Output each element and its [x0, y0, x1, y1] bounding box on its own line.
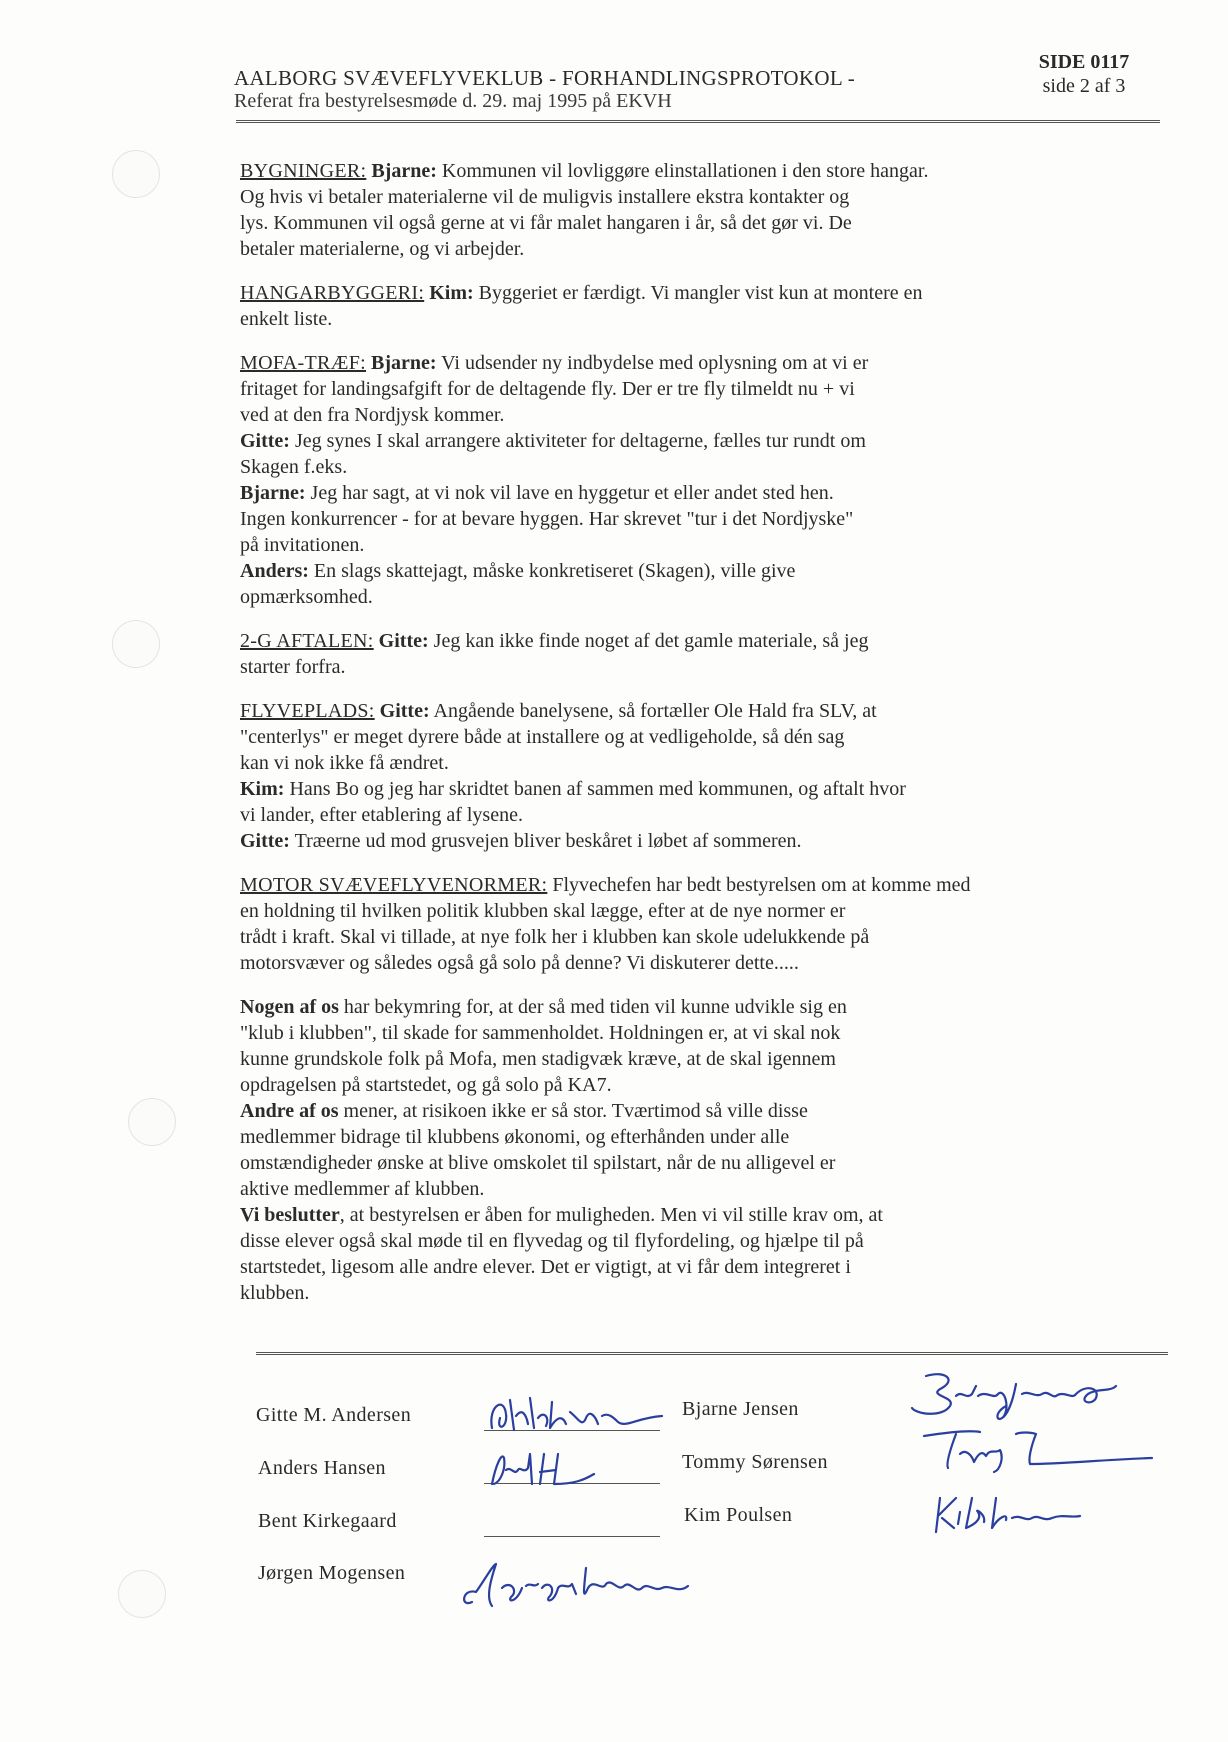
signature-tommy [920, 1424, 1170, 1474]
punch-hole-2 [112, 620, 160, 668]
text-line [240, 628, 1160, 654]
statement-text: Skagen f.eks. [240, 456, 348, 478]
statement-text: Jeg synes I skal arrangere aktiviteter for deltagerne, fælles tur rundt om [289, 430, 866, 452]
signer-name: Bent Kirkegaard [258, 1510, 397, 1532]
text-line [240, 350, 1160, 376]
statement-text: Flyvechefen har bedt bestyrelsen om at komme med [552, 874, 971, 896]
text-line [240, 1176, 1160, 1202]
text-line [240, 184, 1160, 210]
statement-text: medlemmer bidrage til klubbens økonomi, og efterhånden under alle [240, 1126, 790, 1148]
agenda-section [240, 698, 1160, 854]
speaker-label: Vi beslutter [240, 1204, 340, 1226]
signer-name: Tommy Sørensen [682, 1451, 828, 1473]
text-line [240, 1254, 1160, 1280]
signature-line [484, 1536, 660, 1537]
section-heading: 2-G AFTALEN: [240, 630, 374, 652]
text-line [240, 532, 1160, 558]
agenda-section [240, 350, 1160, 610]
statement-text: starter forfra. [240, 656, 346, 678]
speaker-label: Bjarne: [371, 352, 437, 374]
statement-text: omstændigheder ønske at blive omskolet til spilstart, når de nu alligevel er [240, 1152, 836, 1174]
signature-jorgen [456, 1558, 756, 1618]
statement-text: En slags skattejagt, måske konkretiseret (Skagen), ville give [308, 560, 796, 582]
statement-text: fritaget for landingsafgift for de deltagende fly. Der er tre fly tilmeldt nu + vi [240, 378, 855, 400]
text-line [240, 750, 1160, 776]
signature-bjarne [906, 1366, 1136, 1426]
text-line [240, 776, 1160, 802]
text-line [240, 1280, 1160, 1306]
text-line [240, 950, 1160, 976]
speaker-label: Anders: [240, 560, 309, 582]
statement-text: vi lander, efter etablering af lysene. [240, 804, 523, 826]
side-page: side 2 af 3 [1042, 75, 1126, 97]
signer-name: Kim Poulsen [684, 1504, 793, 1526]
section-heading: MOFA-TRÆF: [240, 352, 366, 374]
signer-name: Jørgen Mogensen [258, 1562, 406, 1584]
speaker-label: Kim: [429, 282, 474, 304]
text-line [240, 654, 1160, 680]
text-line [240, 402, 1160, 428]
statement-text: mener, at risikoen ikke er så stor. Tværtimod så ville disse [338, 1100, 808, 1122]
signature-block [256, 1380, 1156, 1600]
statement-text: aktive medlemmer af klubben. [240, 1178, 485, 1200]
text-line [240, 236, 1160, 262]
statement-text: startstedet, ligesom alle andre elever. Det er vigtigt, at vi får dem integreret i [240, 1256, 851, 1278]
statement-text: klubben. [240, 1282, 310, 1304]
text-line [240, 376, 1160, 402]
text-line [240, 724, 1160, 750]
text-line [240, 698, 1160, 724]
statement-text: Byggeriet er færdigt. Vi mangler vist kun at montere en [473, 282, 923, 304]
text-line [240, 828, 1160, 854]
statement-text: "centerlys" er meget dyrere både at installere og at vedligeholde, så dén sag [240, 726, 845, 748]
text-line [240, 558, 1160, 584]
page-number-box [1014, 50, 1154, 98]
text-line [240, 1202, 1160, 1228]
text-line [240, 506, 1160, 532]
signature-gitte [486, 1388, 666, 1438]
minutes-body [240, 158, 1160, 1324]
text-line [240, 480, 1160, 506]
meeting-subtitle: Referat fra bestyrelsesmøde d. 29. maj 1995 på EKVH [234, 90, 672, 112]
statement-text: , at bestyrelsen er åben for muligheden. Men vi vil stille krav om, at [339, 1204, 883, 1226]
speaker-label: Gitte: [378, 630, 429, 652]
text-line [240, 802, 1160, 828]
statement-text: Kommunen vil lovliggøre elinstallationen i den store hangar. [436, 160, 929, 182]
text-line [240, 158, 1160, 184]
text-line [240, 1150, 1160, 1176]
text-line [240, 872, 1160, 898]
statement-text: Træerne ud mod grusvejen bliver beskåret i løbet af sommeren. [289, 830, 802, 852]
statement-text: lys. Kommunen vil også gerne at vi får malet hangaren i år, så det gør vi. De [240, 212, 852, 234]
agenda-section [240, 872, 1160, 976]
section-heading: FLYVEPLADS: [240, 700, 375, 722]
statement-text: trådt i kraft. Skal vi tillade, at nye folk her i klubben kan skole udelukkende på [240, 926, 870, 948]
side-number: SIDE 0117 [1038, 51, 1130, 73]
statement-text: kunne grundskole folk på Mofa, men stadigvæk kræve, at de skal igennem [240, 1048, 836, 1070]
speaker-label: Bjarne: [240, 482, 306, 504]
text-line [240, 924, 1160, 950]
statement-text: ved at den fra Nordjysk kommer. [240, 404, 505, 426]
text-line [240, 1124, 1160, 1150]
statement-text: opdragelsen på startstedet, og gå solo på KA7. [240, 1074, 612, 1096]
text-line [240, 1228, 1160, 1254]
header-rule [236, 120, 1160, 123]
speaker-label: Gitte: [379, 700, 430, 722]
statement-text: Jeg har sagt, at vi nok vil lave en hyggetur et eller andet sted hen. [305, 482, 834, 504]
signer-name: Gitte M. Andersen [256, 1404, 412, 1426]
statement-text: opmærksomhed. [240, 586, 373, 608]
speaker-label: Nogen af os [240, 996, 339, 1018]
text-line [240, 1046, 1160, 1072]
agenda-section [240, 158, 1160, 262]
statement-text: Ingen konkurrencer - for at bevare hyggen. Har skrevet "tur i det Nordjyske" [240, 508, 854, 530]
section-heading: BYGNINGER: [240, 160, 367, 182]
statement-text: enkelt liste. [240, 308, 333, 330]
statement-text: har bekymring for, at der så med tiden vil kunne udvikle sig en [338, 996, 847, 1018]
section-heading: HANGARBYGGERI: [240, 282, 425, 304]
statement-text: motorsvæver og således også gå solo på denne? Vi diskuterer dette..... [240, 952, 799, 974]
text-line [240, 280, 1160, 306]
text-line [240, 584, 1160, 610]
signature-kim [932, 1488, 1092, 1538]
text-line [240, 1072, 1160, 1098]
agenda-section [240, 280, 1160, 332]
statement-text: Vi udsender ny indbydelse med oplysning om at vi er [436, 352, 869, 374]
text-line [240, 1098, 1160, 1124]
agenda-section [240, 994, 1160, 1306]
text-line [240, 306, 1160, 332]
statement-text: disse elever også skal møde til en flyvedag og til flyfordeling, og hjælpe til på [240, 1230, 864, 1252]
punch-hole-1 [112, 150, 160, 198]
statement-text: Og hvis vi betaler materialerne vil de muligvis installere ekstra kontakter og [240, 186, 850, 208]
text-line [240, 1020, 1160, 1046]
punch-hole-3 [128, 1098, 176, 1146]
text-line [240, 454, 1160, 480]
punch-hole-4 [118, 1570, 166, 1618]
speaker-label: Gitte: [240, 830, 290, 852]
statement-text: betaler materialerne, og vi arbejder. [240, 238, 525, 260]
text-line [240, 898, 1160, 924]
statement-text: "klub i klubben", til skade for sammenholdet. Holdningen er, at vi skal nok [240, 1022, 841, 1044]
statement-text: Angående banelysene, så fortæller Ole Hald fra SLV, at [429, 700, 877, 722]
signature-rule [256, 1352, 1168, 1355]
signature-anders [484, 1444, 604, 1494]
text-line [240, 428, 1160, 454]
protocol-title: AALBORG SVÆVEFLYVEKLUB - FORHANDLINGSPROTOKOL - [234, 66, 856, 90]
signer-name: Anders Hansen [258, 1457, 386, 1479]
statement-text: på invitationen. [240, 534, 365, 556]
agenda-section [240, 628, 1160, 680]
speaker-label: Andre af os [240, 1100, 339, 1122]
statement-text: Hans Bo og jeg har skridtet banen af sammen med kommunen, og aftalt hvor [284, 778, 906, 800]
speaker-label: Gitte: [240, 430, 290, 452]
statement-text: Jeg kan ikke finde noget af det gamle materiale, så jeg [428, 630, 869, 652]
statement-text: kan vi nok ikke få ændret. [240, 752, 449, 774]
speaker-label: Kim: [240, 778, 285, 800]
signer-name: Bjarne Jensen [682, 1398, 799, 1420]
section-heading: MOTOR SVÆVEFLYVENORMER: [240, 874, 548, 896]
speaker-label: Bjarne: [371, 160, 437, 182]
statement-text: en holdning til hvilken politik klubben skal lægge, efter at de nye normer er [240, 900, 846, 922]
text-line [240, 210, 1160, 236]
text-line [240, 994, 1160, 1020]
